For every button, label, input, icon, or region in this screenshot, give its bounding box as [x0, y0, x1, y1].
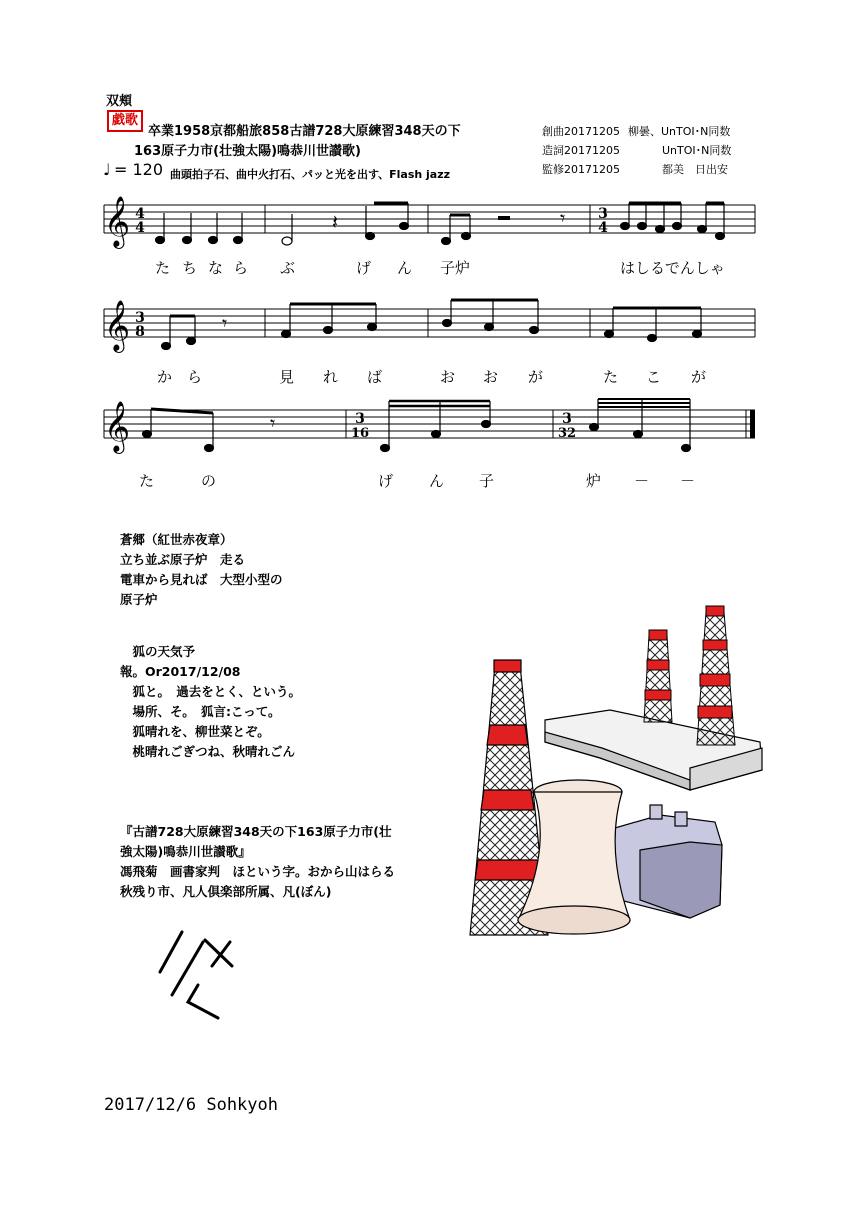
song-title-line1: 卒業1958京都船旅858古譜728大原練習348天の下: [148, 124, 461, 139]
lyric: ん: [429, 472, 445, 490]
svg-text:3: 3: [562, 411, 572, 427]
svg-text:𝄾: 𝄾: [222, 311, 228, 335]
lyric: げ: [378, 472, 394, 490]
svg-text:𝄽: 𝄽: [332, 210, 339, 234]
lyric: はしるでんしゃ: [620, 259, 725, 277]
lyric: ら: [233, 259, 249, 277]
svg-text:3: 3: [598, 206, 608, 222]
lyric: ら: [187, 368, 203, 386]
weather-line: 場所、そ。 狐言:こって。: [120, 704, 281, 719]
tempo-instruction: 曲頭拍子石、曲中火打石、パッと光を出す、Flash jazz: [170, 168, 451, 181]
footnote-line: 強太陽)鳴恭川世讃歌』: [120, 844, 251, 859]
weather-block: [120, 642, 301, 762]
lyric: ち: [182, 259, 198, 277]
genre-stamp: 戯歌: [107, 110, 143, 132]
lyric: こ: [646, 368, 662, 386]
lyric: か: [157, 368, 173, 386]
svg-text:32: 32: [557, 426, 577, 441]
weather-line: 狐晴れを、柳世菜とぞ。: [120, 724, 270, 739]
quarter-note-icon: ♩: [103, 160, 111, 179]
svg-text:𝄾: 𝄾: [270, 411, 276, 435]
svg-text:𝄞: 𝄞: [104, 196, 131, 247]
svg-text:4: 4: [135, 206, 145, 222]
lyric: た: [155, 259, 171, 277]
lyric: な: [208, 259, 224, 277]
music-score: [0, 0, 860, 520]
credit-value-supervise: 都美 日出安: [662, 163, 728, 176]
lyric: ぶ: [280, 259, 296, 277]
svg-text:3: 3: [135, 310, 145, 326]
weather-line: 報。Or2017/12/08: [120, 664, 241, 679]
svg-text:16: 16: [350, 426, 370, 441]
credit-label-compose: 創曲20171205: [542, 125, 620, 138]
lyric: 炉: [586, 472, 602, 490]
svg-text:𝄞: 𝄞: [104, 300, 131, 351]
verse-line: 原子炉: [120, 592, 158, 607]
footnote-block: [120, 822, 395, 902]
lyric: －: [634, 472, 650, 490]
lyric: の: [201, 472, 217, 490]
lyric: お: [440, 368, 456, 386]
footnote-line: 秋残り市、凡人倶楽部所属、凡(ぼん): [120, 884, 332, 899]
verse-block: [120, 530, 283, 610]
credit-label-lyrics: 造詞20171205: [542, 144, 620, 157]
svg-text:3: 3: [355, 411, 365, 427]
lyric: 子炉: [440, 259, 471, 277]
footnote-line: 『古譜728大原練習348天の下163原子力市(壮: [120, 824, 392, 839]
category-label: 双頬: [106, 94, 133, 109]
credit-value-lyrics: UnTOI･N同数: [662, 144, 732, 157]
svg-text:8: 8: [135, 324, 145, 340]
lyric: が: [528, 368, 544, 386]
signature-date: 2017/12/6 Sohkyoh: [104, 1095, 278, 1115]
credit-label-supervise: 監修20171205: [542, 163, 620, 176]
lyric: ん: [397, 259, 413, 277]
verse-line: 立ち並ぶ原子炉 走る: [120, 552, 246, 567]
svg-text:𝄾: 𝄾: [560, 206, 566, 230]
weather-line: 狐の天気予: [120, 644, 196, 659]
lyric: －: [680, 472, 696, 490]
svg-text:4: 4: [135, 220, 145, 236]
lyric: げ: [356, 259, 372, 277]
lyric: 子: [479, 472, 495, 490]
song-title-line2: 163原子力市(壮強太陽)鳴恭川世讃歌): [134, 144, 361, 159]
svg-text:𝄞: 𝄞: [104, 401, 131, 452]
lyric: ば: [367, 368, 383, 386]
lyric: れ: [323, 368, 339, 386]
lyric: お: [483, 368, 499, 386]
lyric: 見: [279, 368, 295, 386]
verse-line: 電車から見れば 大型小型の: [120, 572, 283, 587]
lyric: が: [691, 368, 707, 386]
lyric: た: [139, 472, 155, 490]
svg-text:4: 4: [598, 220, 608, 236]
weather-line: 桃晴れごぎつね、秋晴れごん: [120, 744, 296, 759]
lyric: た: [603, 368, 619, 386]
tempo-value: = 120: [114, 160, 164, 179]
footnote-line: 馮飛菊 画書家判 ほという字。おから山はらる: [120, 864, 396, 879]
credit-value-compose: 柳曇、UnTOI･N同数: [628, 125, 731, 138]
weather-line: 狐と。 過去をとく、という。: [120, 684, 302, 699]
verse-title: 蒼郷（紅世赤夜章）: [120, 532, 233, 547]
